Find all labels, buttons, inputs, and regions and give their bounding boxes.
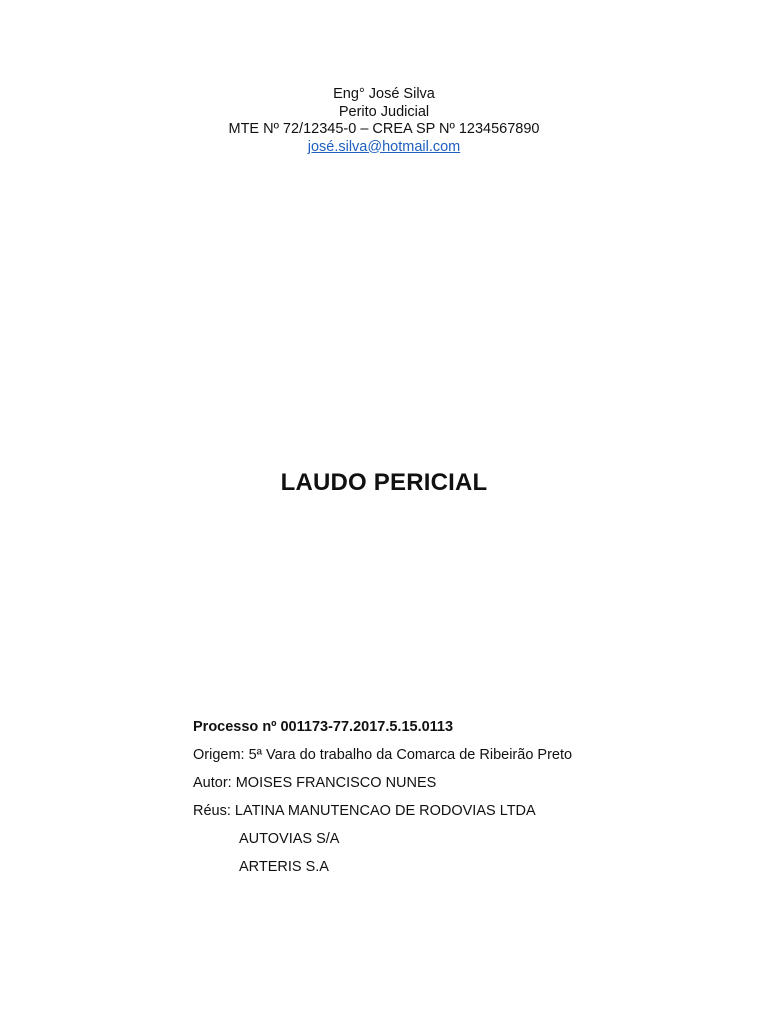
expert-role: Perito Judicial xyxy=(338,103,430,120)
expert-header xyxy=(0,86,768,156)
expert-email-link[interactable]: josé.silva@hotmail.com xyxy=(307,138,461,155)
case-author: Autor: MOISES FRANCISCO NUNES xyxy=(193,775,437,791)
expert-name: Eng° José Silva xyxy=(333,86,435,102)
case-defendant: AUTOVIAS S/A xyxy=(239,831,340,847)
case-defendant-primary: Réus: LATINA MANUTENCAO DE RODOVIAS LTDA xyxy=(193,803,536,819)
case-defendant: ARTERIS S.A xyxy=(239,859,329,875)
case-details xyxy=(193,717,572,885)
document-title: LAUDO PERICIAL xyxy=(280,469,488,496)
process-number: Processo nº 001173-77.2017.5.15.0113 xyxy=(193,719,454,735)
expert-registration: MTE Nº 72/12345-0 – CREA SP Nº 1234567890 xyxy=(228,121,540,137)
case-origin: Origem: 5ª Vara do trabalho da Comarca de Ribeirão Preto xyxy=(193,747,573,763)
